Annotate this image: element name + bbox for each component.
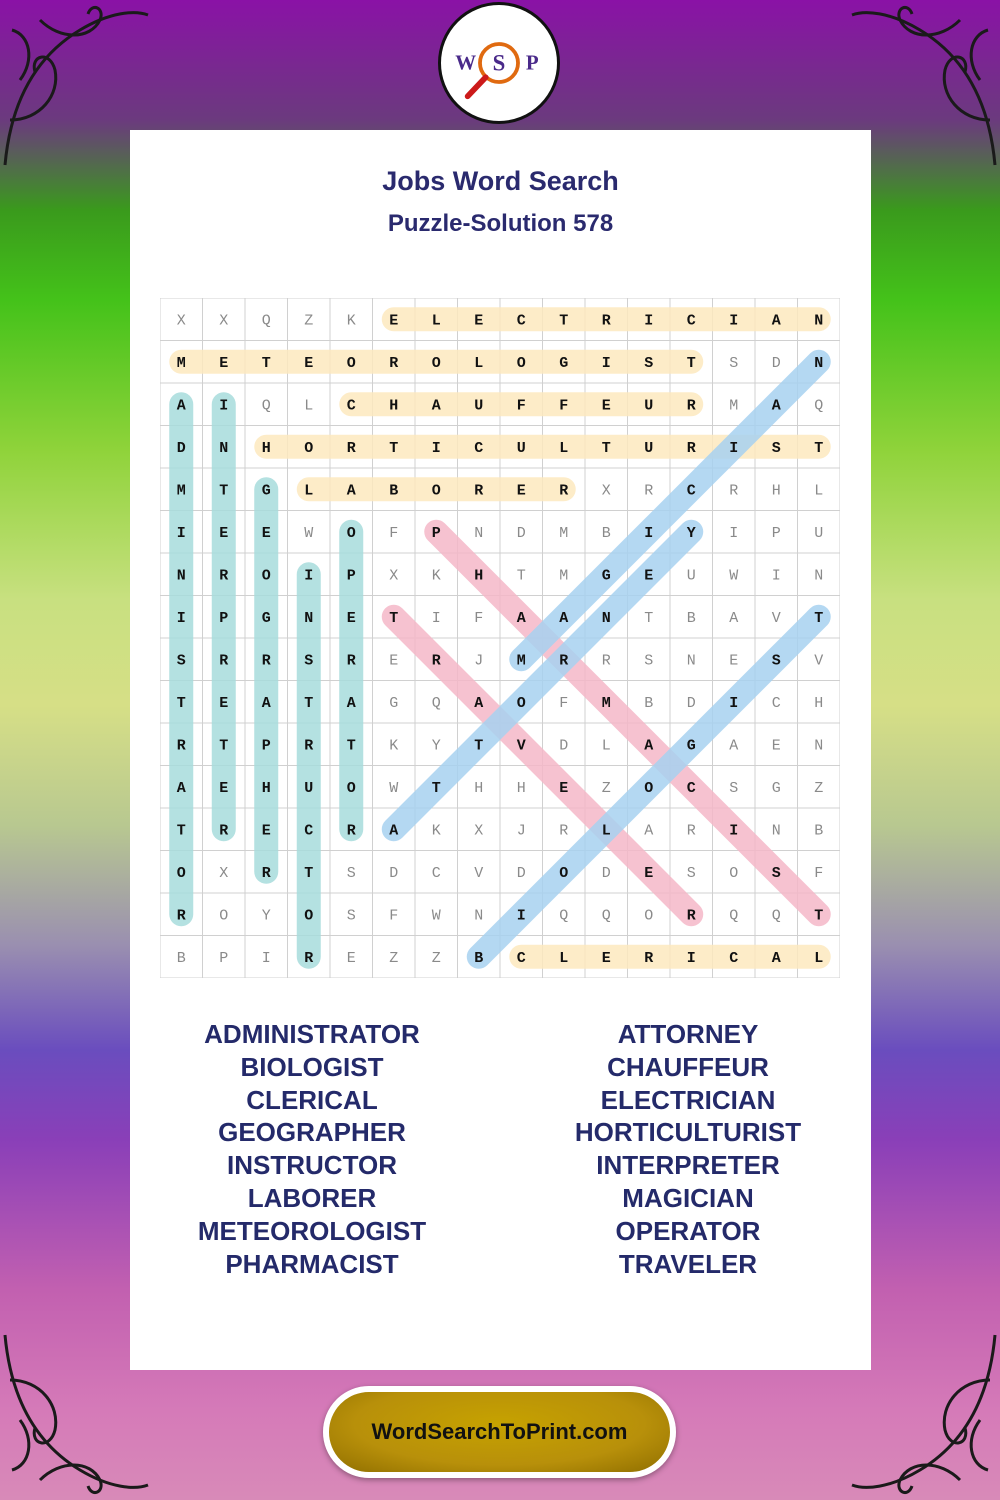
grid-cell: R — [601, 312, 611, 330]
grid-cell: I — [516, 907, 526, 925]
grid-cell: X — [601, 482, 611, 500]
grid-cell: S — [644, 354, 654, 372]
grid-cell: D — [176, 439, 186, 457]
grid-cell: T — [644, 609, 654, 627]
grid-cell: U — [304, 779, 314, 797]
grid-cell: K — [431, 567, 441, 585]
grid-cell: H — [814, 694, 824, 712]
grid-cell: S — [686, 864, 696, 882]
grid-cell: M — [559, 567, 569, 585]
grid-cell: O — [304, 907, 314, 925]
grid-cell: Q — [261, 312, 271, 330]
grid-cell: R — [219, 652, 229, 670]
grid-cell: I — [431, 439, 441, 457]
grid-cell: K — [346, 312, 356, 330]
grid-cell: X — [219, 312, 229, 330]
grid-cell: L — [559, 949, 569, 967]
letter-grid-svg — [160, 298, 840, 978]
grid-cell: Q — [771, 907, 781, 925]
grid-cell: E — [389, 312, 399, 330]
grid-cell: V — [474, 864, 484, 882]
grid-cell: O — [431, 354, 441, 372]
grid-cell: U — [814, 524, 824, 542]
grid-cell: S — [304, 652, 314, 670]
grid-cell: R — [389, 354, 399, 372]
grid-cell: T — [389, 609, 399, 627]
grid-cell: N — [814, 737, 824, 755]
grid-cell: O — [219, 907, 229, 925]
grid-cell: A — [516, 609, 526, 627]
word-list-item: TRAVELER — [618, 1248, 758, 1279]
grid-cell: E — [644, 864, 654, 882]
grid-cell: E — [261, 822, 271, 840]
grid-cell: Q — [431, 694, 441, 712]
grid-cell: E — [219, 354, 229, 372]
grid-cell: Q — [729, 907, 739, 925]
grid-cell: L — [431, 312, 441, 330]
grid-cell: R — [346, 652, 356, 670]
grid-cell: F — [389, 524, 399, 542]
corner-ornament-bottom-right-icon — [850, 1330, 1000, 1500]
grid-cell: O — [729, 864, 739, 882]
grid-cell: P — [219, 609, 229, 627]
grid-cell: T — [346, 737, 356, 755]
grid-cell: F — [559, 397, 569, 415]
grid-cell: R — [686, 439, 696, 457]
grid-cell: A — [389, 822, 399, 840]
page-title: Jobs Word Search — [382, 166, 619, 196]
grid-cell: C — [474, 439, 484, 457]
grid-cell: C — [304, 822, 314, 840]
grid-cell: F — [814, 864, 824, 882]
grid-cell: A — [771, 312, 781, 330]
grid-cell: O — [346, 524, 356, 542]
grid-cell: I — [644, 312, 654, 330]
corner-ornament-bottom-left-icon — [0, 1330, 150, 1500]
grid-cell: R — [261, 652, 271, 670]
grid-cell: O — [346, 779, 356, 797]
grid-cell: J — [516, 822, 526, 840]
grid-cell: S — [644, 652, 654, 670]
grid-cell: O — [261, 567, 271, 585]
grid-cell: Q — [261, 397, 271, 415]
grid-cell: E — [729, 652, 739, 670]
grid-cell: G — [559, 354, 569, 372]
grid-cell: Z — [814, 779, 824, 797]
grid-cell: L — [814, 949, 824, 967]
grid-cell: R — [261, 864, 271, 882]
grid-cell: P — [771, 524, 781, 542]
word-list-item: CLERICAL — [246, 1084, 378, 1115]
grid-cell: D — [771, 354, 781, 372]
grid-cell: S — [771, 864, 781, 882]
grid-cell: Z — [389, 949, 399, 967]
word-list-item: MAGICIAN — [622, 1182, 754, 1213]
grid-cell: Q — [601, 907, 611, 925]
grid-cell: I — [686, 949, 696, 967]
grid-cell: M — [176, 354, 186, 372]
grid-cell: S — [771, 652, 781, 670]
grid-cell: M — [176, 482, 186, 500]
grid-cell: N — [474, 524, 484, 542]
grid-cell: H — [474, 567, 484, 585]
grid-cell: B — [474, 949, 484, 967]
grid-cell: V — [516, 737, 526, 755]
grid-cell: R — [644, 482, 654, 500]
grid-cell: R — [304, 737, 314, 755]
grid-cell: S — [771, 439, 781, 457]
grid-cell: R — [559, 482, 569, 500]
grid-cell: R — [644, 949, 654, 967]
grid-cell: C — [516, 949, 526, 967]
grid-cell: A — [176, 779, 186, 797]
puzzle-sheet — [130, 130, 871, 1370]
page-subtitle: Puzzle-Solution 578 — [387, 210, 614, 237]
grid-cell: N — [814, 567, 824, 585]
grid-cell: C — [729, 949, 739, 967]
grid-cell: U — [516, 439, 526, 457]
grid-cell: O — [304, 439, 314, 457]
grid-cell: E — [644, 567, 654, 585]
grid-cell: C — [516, 312, 526, 330]
word-list-item: HORTICULTURIST — [574, 1117, 802, 1148]
grid-cell: M — [729, 397, 739, 415]
word-list-item: LABORER — [247, 1182, 377, 1213]
grid-cell: I — [771, 567, 781, 585]
grid-cell: T — [261, 354, 271, 372]
grid-cell: F — [389, 907, 399, 925]
grid-cell: G — [261, 609, 271, 627]
grid-cell: T — [474, 737, 484, 755]
grid-cell: P — [346, 567, 356, 585]
grid-cell: N — [601, 609, 611, 627]
grid-cell: R — [559, 822, 569, 840]
grid-cell: D — [601, 864, 611, 882]
word-list-item: METEOROLOGIST — [197, 1215, 427, 1246]
grid-cell: T — [389, 439, 399, 457]
grid-cell: H — [261, 439, 271, 457]
grid-cell: Z — [601, 779, 611, 797]
grid-cell: X — [389, 567, 399, 585]
grid-cell: L — [601, 822, 611, 840]
grid-cell: Y — [686, 524, 696, 542]
grid-cell: W — [389, 779, 399, 797]
grid-cell: G — [261, 482, 271, 500]
grid-cell: T — [219, 482, 229, 500]
grid-cell: X — [474, 822, 484, 840]
grid-cell: N — [219, 439, 229, 457]
grid-cell: B — [644, 694, 654, 712]
word-list-item: CHAUFFEUR — [607, 1051, 769, 1082]
grid-cell: E — [559, 779, 569, 797]
grid-cell: U — [686, 567, 696, 585]
grid-cell: L — [304, 397, 314, 415]
grid-cell: A — [729, 737, 739, 755]
grid-cell: R — [176, 737, 186, 755]
grid-cell: H — [261, 779, 271, 797]
grid-cell: Y — [261, 907, 271, 925]
word-list-item: ELECTRICIAN — [600, 1084, 776, 1115]
grid-cell: L — [601, 737, 611, 755]
grid-cell: N — [814, 354, 824, 372]
grid-cell: X — [176, 312, 186, 330]
grid-cell: R — [346, 439, 356, 457]
grid-cell: L — [304, 482, 314, 500]
grid-cell: A — [431, 397, 441, 415]
grid-cell: S — [729, 779, 739, 797]
grid-cell: A — [644, 737, 654, 755]
grid-cell: H — [389, 397, 399, 415]
grid-cell: E — [346, 949, 356, 967]
grid-cell: R — [219, 567, 229, 585]
grid-cell: Z — [431, 949, 441, 967]
grid-cell: A — [771, 397, 781, 415]
grid-cell: V — [771, 609, 781, 627]
grid-cell: H — [474, 779, 484, 797]
grid-cell: W — [304, 524, 314, 542]
grid-cell: T — [176, 822, 186, 840]
grid-cell: S — [346, 907, 356, 925]
logo-letter-p: P — [525, 50, 539, 75]
grid-cell: H — [771, 482, 781, 500]
grid-cell: I — [729, 822, 739, 840]
grid-cell: U — [644, 397, 654, 415]
grid-cell: A — [474, 694, 484, 712]
grid-cell: I — [176, 524, 186, 542]
grid-cell: G — [771, 779, 781, 797]
grid-cell: C — [686, 312, 696, 330]
grid-cell: Q — [814, 397, 824, 415]
grid-cell: I — [601, 354, 611, 372]
grid-cell: I — [304, 567, 314, 585]
website-button[interactable] — [323, 1386, 676, 1478]
grid-cell: E — [516, 482, 526, 500]
grid-cell: S — [176, 652, 186, 670]
grid-cell: P — [261, 737, 271, 755]
grid-cell: E — [219, 779, 229, 797]
grid-cell: R — [219, 822, 229, 840]
corner-ornament-top-right-icon — [850, 0, 1000, 170]
grid-cell: I — [644, 524, 654, 542]
grid-cell: A — [346, 482, 356, 500]
grid-cell: V — [814, 652, 824, 670]
grid-cell: O — [346, 354, 356, 372]
grid-cell: L — [474, 354, 484, 372]
letter-grid — [160, 298, 840, 978]
grid-cell: T — [431, 779, 441, 797]
grid-cell: R — [304, 949, 314, 967]
grid-cell: I — [729, 694, 739, 712]
grid-cell: I — [219, 397, 229, 415]
grid-cell: T — [516, 567, 526, 585]
grid-cell: E — [601, 949, 611, 967]
grid-cell: X — [219, 864, 229, 882]
grid-cell: C — [686, 482, 696, 500]
grid-cell: R — [686, 907, 696, 925]
grid-cell: I — [176, 609, 186, 627]
grid-cell: G — [601, 567, 611, 585]
grid-cell: B — [601, 524, 611, 542]
grid-cell: F — [559, 694, 569, 712]
grid-cell: N — [686, 652, 696, 670]
grid-cell: E — [389, 652, 399, 670]
word-list-left — [127, 1018, 497, 1280]
word-list-right — [503, 1018, 873, 1280]
corner-ornament-top-left-icon — [0, 0, 150, 170]
grid-cell: N — [771, 822, 781, 840]
grid-cell: G — [686, 737, 696, 755]
grid-cell: C — [771, 694, 781, 712]
grid-cell: O — [644, 779, 654, 797]
grid-cell: T — [814, 439, 824, 457]
grid-cell: R — [431, 652, 441, 670]
grid-cell: U — [644, 439, 654, 457]
grid-cell: R — [686, 822, 696, 840]
grid-cell: N — [304, 609, 314, 627]
grid-cell: D — [559, 737, 569, 755]
word-list-item: ADMINISTRATOR — [204, 1019, 420, 1049]
grid-cell: D — [516, 864, 526, 882]
grid-cell: T — [559, 312, 569, 330]
grid-cell: M — [601, 694, 611, 712]
grid-cell: B — [389, 482, 399, 500]
grid-cell: I — [729, 524, 739, 542]
grid-cell: W — [729, 567, 739, 585]
grid-cell: E — [601, 397, 611, 415]
grid-cell: S — [346, 864, 356, 882]
grid-cell: C — [431, 864, 441, 882]
grid-cell: C — [346, 397, 356, 415]
grid-cell: B — [176, 949, 186, 967]
grid-cell: Z — [304, 312, 314, 330]
grid-cell: E — [346, 609, 356, 627]
grid-cell: P — [431, 524, 441, 542]
grid-cell: F — [474, 609, 484, 627]
grid-cell: G — [389, 694, 399, 712]
grid-cell: J — [474, 652, 484, 670]
grid-cell: B — [686, 609, 696, 627]
grid-cell: T — [814, 609, 824, 627]
grid-cell: O — [516, 694, 526, 712]
grid-cell: E — [474, 312, 484, 330]
grid-cell: Y — [431, 737, 441, 755]
grid-cell: O — [644, 907, 654, 925]
grid-cell: A — [729, 609, 739, 627]
grid-cell: I — [729, 439, 739, 457]
grid-cell: K — [431, 822, 441, 840]
grid-cell: S — [729, 354, 739, 372]
grid-cell: L — [814, 482, 824, 500]
word-list-item: INSTRUCTOR — [227, 1150, 397, 1181]
grid-cell: O — [431, 482, 441, 500]
grid-cell: R — [346, 822, 356, 840]
grid-cell: T — [304, 864, 314, 882]
logo-letter-s: S — [492, 50, 506, 76]
grid-cell: A — [771, 949, 781, 967]
grid-cell: T — [176, 694, 186, 712]
grid-cell: H — [516, 779, 526, 797]
grid-cell: T — [219, 737, 229, 755]
grid-cell: A — [261, 694, 271, 712]
grid-cell: I — [729, 312, 739, 330]
grid-cell: N — [176, 567, 186, 585]
grid-cell: T — [304, 694, 314, 712]
grid-cell: D — [516, 524, 526, 542]
grid-cell: I — [431, 609, 441, 627]
grid-cell: W — [431, 907, 441, 925]
grid-cell: R — [474, 482, 484, 500]
word-list-item: BIOLOGIST — [240, 1051, 384, 1082]
grid-cell: R — [601, 652, 611, 670]
grid-cell: N — [814, 312, 824, 330]
grid-cell: B — [814, 822, 824, 840]
grid-cell: P — [219, 949, 229, 967]
grid-cell: U — [474, 397, 484, 415]
grid-cell: C — [686, 779, 696, 797]
logo[interactable] — [438, 2, 560, 124]
grid-cell: T — [686, 354, 696, 372]
website-link[interactable]: WordSearchToPrint.com — [371, 1419, 628, 1444]
grid-cell: I — [261, 949, 271, 967]
grid-cell: E — [261, 524, 271, 542]
grid-cell: D — [389, 864, 399, 882]
grid-cell: F — [516, 397, 526, 415]
grid-cell: A — [644, 822, 654, 840]
grid-cell: A — [176, 397, 186, 415]
grid-cell: E — [219, 524, 229, 542]
grid-cell: L — [559, 439, 569, 457]
grid-cell: K — [389, 737, 399, 755]
grid-cell: T — [814, 907, 824, 925]
grid-cell: R — [559, 652, 569, 670]
grid-cell: E — [304, 354, 314, 372]
grid-cell: E — [219, 694, 229, 712]
grid-cell: R — [176, 907, 186, 925]
word-list-item: OPERATOR — [615, 1215, 761, 1246]
grid-cell: O — [559, 864, 569, 882]
grid-cell: T — [601, 439, 611, 457]
word-list-item: PHARMACIST — [225, 1248, 399, 1279]
grid-cell: E — [771, 737, 781, 755]
grid-cell: A — [559, 609, 569, 627]
grid-cell: O — [516, 354, 526, 372]
grid-cell: R — [729, 482, 739, 500]
grid-cell: A — [346, 694, 356, 712]
word-list-item: INTERPRETER — [596, 1150, 780, 1181]
grid-cell: N — [474, 907, 484, 925]
grid-cell: O — [176, 864, 186, 882]
grid-cell: M — [516, 652, 526, 670]
word-list-item: ATTORNEY — [617, 1019, 759, 1049]
grid-cell: R — [686, 397, 696, 415]
grid-cell: D — [686, 694, 696, 712]
grid-cell: Q — [559, 907, 569, 925]
grid-cell: M — [559, 524, 569, 542]
logo-letter-w: W — [455, 50, 477, 75]
word-list-item: GEOGRAPHER — [218, 1117, 406, 1148]
